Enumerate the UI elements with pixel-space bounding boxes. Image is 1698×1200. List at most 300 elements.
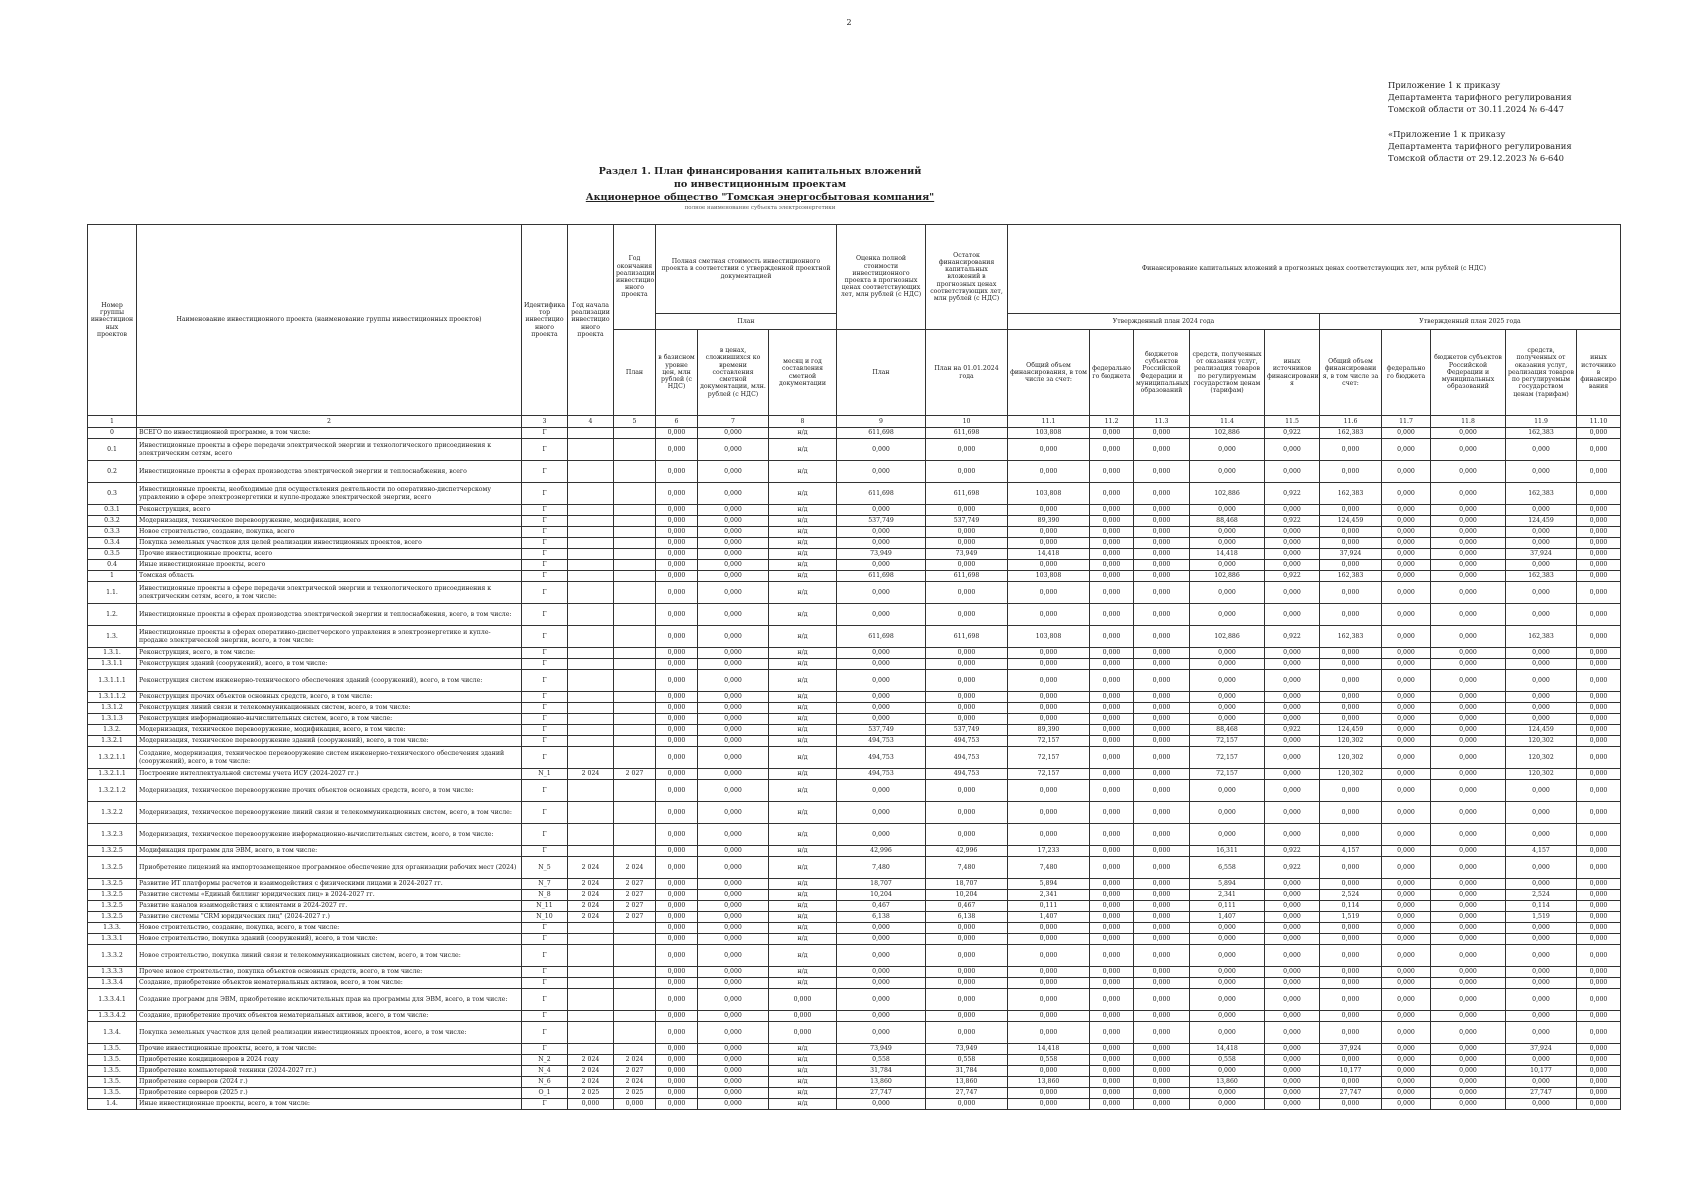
value-cell: н/д (769, 879, 837, 890)
value-cell: 0,000 (1382, 626, 1431, 648)
value-cell: 0,111 (1008, 901, 1090, 912)
value-cell: 0,000 (1431, 1088, 1506, 1099)
value-cell: 0,000 (698, 670, 769, 692)
value-cell: 0,000 (1431, 1044, 1506, 1055)
value-cell: 0,000 (1506, 604, 1577, 626)
value-cell: 0,000 (1577, 659, 1621, 670)
header-plan: План (656, 314, 837, 330)
start-year (568, 483, 614, 505)
value-cell: 0,922 (1265, 857, 1320, 879)
value-cell: 0,000 (1265, 890, 1320, 901)
value-cell: 0,000 (1190, 439, 1265, 461)
value-cell: 0,000 (1431, 1011, 1506, 1022)
value-cell: 0,000 (1090, 538, 1134, 549)
project-name: Прочие инвестиционные проекты, всего, в том числе: (137, 1044, 522, 1055)
value-cell: 0,000 (1320, 703, 1382, 714)
start-year: 2 024 (568, 879, 614, 890)
value-cell: 0,000 (698, 560, 769, 571)
value-cell: 0,000 (1008, 802, 1090, 824)
table-row (88, 505, 1621, 516)
value-cell: 1,407 (1008, 912, 1090, 923)
value-cell: 0,000 (1190, 527, 1265, 538)
value-cell: 0,111 (1190, 901, 1265, 912)
value-cell: 0,000 (1320, 857, 1382, 879)
value-cell: 120,302 (1506, 747, 1577, 769)
value-cell: 0,000 (1506, 538, 1577, 549)
header-col-total: Общий объем финансировани я, в том числе за счет: (1320, 330, 1382, 416)
value-cell: 0,000 (1134, 780, 1190, 802)
value-cell: 0,000 (1008, 692, 1090, 703)
value-cell: 6,138 (837, 912, 926, 923)
value-cell: 0,000 (926, 582, 1008, 604)
table-row (88, 1066, 1621, 1077)
value-cell: 4,157 (1320, 846, 1382, 857)
value-cell: 13,860 (926, 1077, 1008, 1088)
value-cell: 0,000 (1134, 1088, 1190, 1099)
project-name: Покупка земельных участков для целей реализации инвестиционных проектов, всего, в том числе: (137, 1022, 522, 1044)
project-identifier: Г (522, 670, 568, 692)
value-cell: 0,000 (837, 538, 926, 549)
value-cell: 0,000 (1190, 1066, 1265, 1077)
project-name: Развитие системы «Единый биллинг юридических лиц» в 2024-2027 гг. (137, 890, 522, 901)
value-cell: 0,000 (1577, 604, 1621, 626)
value-cell: 0,000 (1577, 923, 1621, 934)
value-cell: 0,000 (1506, 439, 1577, 461)
end-year: 2 024 (614, 1055, 656, 1066)
table-row (88, 780, 1621, 802)
column-number: 4 (568, 416, 614, 428)
row-number: 0.1 (88, 439, 137, 461)
value-cell: 0,000 (926, 989, 1008, 1011)
value-cell: 0,000 (1577, 549, 1621, 560)
value-cell: 0,000 (1577, 538, 1621, 549)
value-cell: 0,000 (1431, 428, 1506, 439)
value-cell: 0,000 (1265, 648, 1320, 659)
value-cell: 0,000 (1382, 527, 1431, 538)
value-cell: 0,000 (1382, 604, 1431, 626)
end-year (614, 439, 656, 461)
value-cell: 0,000 (1134, 879, 1190, 890)
project-identifier: Г (522, 604, 568, 626)
value-cell: н/д (769, 934, 837, 945)
value-cell: 0,000 (1431, 802, 1506, 824)
value-cell: 0,000 (1090, 604, 1134, 626)
value-cell: 0,000 (656, 857, 698, 879)
value-cell: 0,000 (1320, 1099, 1382, 1110)
value-cell: 0,000 (656, 934, 698, 945)
value-cell: 0,000 (1431, 901, 1506, 912)
value-cell: 0,000 (656, 802, 698, 824)
value-cell: 0,000 (1320, 527, 1382, 538)
header-approved-2025: Утвержденный план 2025 года (1320, 314, 1621, 330)
value-cell: 0,000 (1090, 582, 1134, 604)
value-cell: н/д (769, 846, 837, 857)
value-cell: 1,519 (1506, 912, 1577, 923)
project-name: Модернизация, техническое перевооружение, модификация, всего (137, 516, 522, 527)
value-cell: 611,698 (926, 428, 1008, 439)
value-cell: 2,341 (1190, 890, 1265, 901)
start-year (568, 934, 614, 945)
value-cell: 0,000 (1577, 1088, 1621, 1099)
value-cell: 0,000 (1320, 648, 1382, 659)
value-cell: 0,000 (1431, 1022, 1506, 1044)
value-cell: 0,000 (1506, 505, 1577, 516)
value-cell: 0,000 (1134, 439, 1190, 461)
table-row (88, 824, 1621, 846)
table-header (88, 225, 1621, 428)
value-cell: 162,383 (1506, 428, 1577, 439)
value-cell: 494,753 (837, 769, 926, 780)
value-cell: 72,157 (1008, 736, 1090, 747)
value-cell: 120,302 (1506, 769, 1577, 780)
value-cell: 0,000 (1431, 989, 1506, 1011)
value-cell: 0,000 (656, 890, 698, 901)
project-identifier: Г (522, 560, 568, 571)
column-number: 11.2 (1090, 416, 1134, 428)
start-year: 0,000 (568, 1099, 614, 1110)
project-name: Приобретение серверов (2024 г.) (137, 1077, 522, 1088)
value-cell: 0,000 (1134, 1011, 1190, 1022)
project-identifier: Г (522, 989, 568, 1011)
value-cell: 0,000 (698, 1011, 769, 1022)
value-cell: 0,000 (1090, 923, 1134, 934)
project-name: Иные инвестиционные проекты, всего, в том числе: (137, 1099, 522, 1110)
column-number: 11.7 (1382, 416, 1431, 428)
value-cell: 0,000 (837, 461, 926, 483)
value-cell: 0,000 (1090, 1055, 1134, 1066)
value-cell: н/д (769, 1055, 837, 1066)
value-cell: 0,000 (1382, 989, 1431, 1011)
value-cell: 0,000 (1190, 780, 1265, 802)
value-cell: 0,000 (926, 527, 1008, 538)
value-cell: 0,000 (1506, 879, 1577, 890)
project-identifier: Г (522, 703, 568, 714)
project-identifier: Г (522, 428, 568, 439)
value-cell: 0,000 (926, 659, 1008, 670)
value-cell: 0,000 (1431, 439, 1506, 461)
value-cell: 0,000 (1134, 626, 1190, 648)
value-cell: 0,000 (1090, 901, 1134, 912)
end-year (614, 483, 656, 505)
row-number: 1.3.2.5 (88, 901, 137, 912)
value-cell: 0,000 (656, 1055, 698, 1066)
value-cell: 0,000 (1506, 703, 1577, 714)
value-cell: 0,000 (1265, 549, 1320, 560)
value-cell: 0,000 (926, 945, 1008, 967)
value-cell: 0,000 (1577, 747, 1621, 769)
value-cell: 0,000 (837, 527, 926, 538)
value-cell: 0,000 (656, 725, 698, 736)
row-number: 1.3.1.1 (88, 659, 137, 670)
value-cell: 0,000 (1506, 824, 1577, 846)
value-cell: 0,000 (1320, 560, 1382, 571)
project-identifier: Г (522, 538, 568, 549)
value-cell: 0,000 (1577, 802, 1621, 824)
project-identifier: O_1 (522, 1088, 568, 1099)
project-identifier: Г (522, 582, 568, 604)
end-year (614, 648, 656, 659)
value-cell: 0,000 (1506, 648, 1577, 659)
project-name: Новое строительство, покупка зданий (сооружений), всего, в том числе: (137, 934, 522, 945)
value-cell: 0,000 (926, 802, 1008, 824)
value-cell: 0,000 (1090, 527, 1134, 538)
value-cell: 0,000 (1265, 604, 1320, 626)
project-name: ВСЕГО по инвестиционной программе, в том числе: (137, 428, 522, 439)
value-cell: 0,000 (1190, 538, 1265, 549)
value-cell: 0,000 (1577, 626, 1621, 648)
value-cell: 0,000 (1431, 890, 1506, 901)
value-cell: 2,524 (1320, 890, 1382, 901)
value-cell: 0,000 (1506, 659, 1577, 670)
value-cell: 0,000 (1190, 923, 1265, 934)
value-cell: 162,383 (1320, 626, 1382, 648)
end-year (614, 538, 656, 549)
value-cell: 0,000 (1265, 967, 1320, 978)
value-cell: 0,000 (656, 923, 698, 934)
start-year (568, 626, 614, 648)
header-remaining: Остаток финансирования капитальных вложений в прогнозных ценах соответствующих лет, млн рублей (с НДС) (926, 225, 1008, 330)
value-cell: 0,000 (1134, 725, 1190, 736)
value-cell: 0,000 (1431, 857, 1506, 879)
value-cell: н/д (769, 857, 837, 879)
value-cell: 0,000 (1265, 461, 1320, 483)
value-cell: н/д (769, 516, 837, 527)
column-number: 11.4 (1190, 416, 1265, 428)
row-number: 1.3.5. (88, 1055, 137, 1066)
value-cell: 0,000 (1577, 1011, 1621, 1022)
value-cell: 0,000 (1577, 824, 1621, 846)
value-cell: 0,000 (698, 659, 769, 670)
row-number: 1.3.4. (88, 1022, 137, 1044)
value-cell: 0,000 (1577, 560, 1621, 571)
value-cell: 0,000 (698, 439, 769, 461)
value-cell: 537,749 (926, 516, 1008, 527)
value-cell: 0,922 (1265, 428, 1320, 439)
project-name: Прочие инвестиционные проекты, всего (137, 549, 522, 560)
value-cell: 18,707 (837, 879, 926, 890)
start-year (568, 967, 614, 978)
value-cell: 0,000 (1008, 461, 1090, 483)
value-cell: 0,000 (1382, 538, 1431, 549)
value-cell: 37,924 (1320, 549, 1382, 560)
value-cell: 0,000 (1431, 670, 1506, 692)
value-cell: 31,784 (926, 1066, 1008, 1077)
value-cell: 0,000 (837, 1099, 926, 1110)
document-title-block (540, 165, 980, 212)
end-year (614, 780, 656, 802)
end-year (614, 736, 656, 747)
value-cell: 0,000 (926, 692, 1008, 703)
value-cell: 0,000 (1382, 945, 1431, 967)
value-cell: 0,000 (1090, 736, 1134, 747)
value-cell: 0,000 (656, 582, 698, 604)
value-cell: 0,000 (1008, 703, 1090, 714)
value-cell: 0,000 (1382, 846, 1431, 857)
table-row (88, 857, 1621, 879)
column-number: 11.5 (1265, 416, 1320, 428)
start-year: 2 024 (568, 857, 614, 879)
start-year (568, 428, 614, 439)
value-cell: 0,467 (926, 901, 1008, 912)
value-cell: 0,000 (1134, 692, 1190, 703)
value-cell: 0,000 (1431, 1066, 1506, 1077)
value-cell: 0,000 (698, 769, 769, 780)
start-year (568, 824, 614, 846)
value-cell: н/д (769, 890, 837, 901)
value-cell: 0,000 (656, 846, 698, 857)
value-cell: н/д (769, 1077, 837, 1088)
project-name: Инвестиционные проекты в сфере передачи электрической энергии и технологического присоединения к электрическим сетям, всего (137, 439, 522, 461)
project-identifier: Г (522, 967, 568, 978)
project-identifier: Г (522, 714, 568, 725)
value-cell: 72,157 (1190, 769, 1265, 780)
value-cell: 0,000 (1134, 461, 1190, 483)
start-year (568, 549, 614, 560)
value-cell: 102,886 (1190, 626, 1265, 648)
value-cell: 0,000 (1090, 571, 1134, 582)
value-cell: 0,000 (698, 714, 769, 725)
value-cell: н/д (769, 692, 837, 703)
project-identifier: Г (522, 516, 568, 527)
value-cell: 0,000 (837, 505, 926, 516)
end-year (614, 626, 656, 648)
value-cell: 102,886 (1190, 571, 1265, 582)
end-year: 2 027 (614, 1066, 656, 1077)
value-cell: 0,000 (1008, 439, 1090, 461)
project-identifier: Г (522, 549, 568, 560)
value-cell: 0,000 (1320, 714, 1382, 725)
value-cell: 120,302 (1320, 736, 1382, 747)
value-cell: 0,000 (1134, 549, 1190, 560)
value-cell: 0,000 (1265, 934, 1320, 945)
start-year (568, 571, 614, 582)
value-cell: 0,000 (656, 1022, 698, 1044)
end-year (614, 989, 656, 1011)
value-cell: 0,000 (1008, 780, 1090, 802)
value-cell: 0,000 (656, 604, 698, 626)
value-cell: 0,000 (1265, 923, 1320, 934)
value-cell: 0,000 (1265, 1077, 1320, 1088)
value-cell: 0,000 (698, 1044, 769, 1055)
value-cell: 37,924 (1506, 549, 1577, 560)
value-cell: 0,000 (1320, 604, 1382, 626)
value-cell: 0,000 (1382, 912, 1431, 923)
value-cell: н/д (769, 945, 837, 967)
value-cell: 0,000 (1382, 428, 1431, 439)
value-cell: н/д (769, 582, 837, 604)
header-approved-2024: Утвержденный план 2024 года (1008, 314, 1320, 330)
project-name: Реконструкция зданий (сооружений), всего, в том числе: (137, 659, 522, 670)
project-identifier: N_5 (522, 857, 568, 879)
value-cell: 0,000 (1265, 1088, 1320, 1099)
value-cell: 494,753 (926, 747, 1008, 769)
value-cell: 0,000 (1382, 978, 1431, 989)
start-year (568, 527, 614, 538)
header-col-total: Общий объем финансирования, в том числе за счет: (1008, 330, 1090, 416)
value-cell: 0,000 (1382, 967, 1431, 978)
value-cell: 0,000 (1190, 670, 1265, 692)
row-number: 1.3.5. (88, 1077, 137, 1088)
value-cell: 0,000 (1506, 989, 1577, 1011)
start-year (568, 582, 614, 604)
project-identifier: Г (522, 802, 568, 824)
value-cell: 0,000 (656, 824, 698, 846)
value-cell: 0,000 (1134, 648, 1190, 659)
value-cell: 0,000 (1577, 703, 1621, 714)
column-number: 11.1 (1008, 416, 1090, 428)
value-cell: 0,000 (1008, 670, 1090, 692)
value-cell: 103,808 (1008, 428, 1090, 439)
table-row (88, 989, 1621, 1011)
column-number: 11.8 (1431, 416, 1506, 428)
value-cell: 0,000 (1090, 1011, 1134, 1022)
project-identifier: Г (522, 1099, 568, 1110)
value-cell: 0,000 (1577, 945, 1621, 967)
value-cell: 0,000 (1382, 802, 1431, 824)
start-year (568, 802, 614, 824)
value-cell: 10,204 (837, 890, 926, 901)
value-cell: н/д (769, 483, 837, 505)
table-row (88, 1011, 1621, 1022)
value-cell: 0,000 (926, 1011, 1008, 1022)
value-cell: 120,302 (1506, 736, 1577, 747)
value-cell: 0,000 (837, 978, 926, 989)
value-cell: 0,000 (1577, 725, 1621, 736)
value-cell: 0,000 (926, 505, 1008, 516)
value-cell: 42,996 (837, 846, 926, 857)
header-col-tariff: средств, полученных от оказания услуг, реализация товаров по регулируемым государством ценам (тарифам) (1190, 330, 1265, 416)
value-cell: н/д (769, 439, 837, 461)
value-cell: 0,000 (698, 945, 769, 967)
value-cell: 0,000 (837, 560, 926, 571)
value-cell: 0,000 (1265, 1011, 1320, 1022)
value-cell: 0,000 (1577, 912, 1621, 923)
end-year (614, 560, 656, 571)
value-cell: 0,000 (1577, 989, 1621, 1011)
value-cell: 0,000 (656, 505, 698, 516)
start-year (568, 659, 614, 670)
value-cell: 0,000 (1134, 1066, 1190, 1077)
value-cell: 0,000 (1190, 560, 1265, 571)
value-cell: 0,000 (1382, 582, 1431, 604)
value-cell: 0,000 (1382, 747, 1431, 769)
value-cell: 0,000 (1090, 934, 1134, 945)
value-cell: 0,000 (1090, 648, 1134, 659)
header-col-federal: федерально го бюджета (1382, 330, 1431, 416)
value-cell: 0,000 (656, 1066, 698, 1077)
value-cell: 0,000 (1265, 1066, 1320, 1077)
appendix-line: Приложение 1 к приказу (1388, 80, 1501, 90)
value-cell: 0,000 (698, 1066, 769, 1077)
start-year: 2 024 (568, 1077, 614, 1088)
value-cell: 0,000 (1090, 626, 1134, 648)
value-cell: 0,000 (656, 978, 698, 989)
value-cell: 72,157 (1008, 769, 1090, 780)
project-name: Модернизация, техническое перевооружение зданий (сооружений), всего, в том числе: (137, 736, 522, 747)
value-cell: 37,924 (1320, 1044, 1382, 1055)
value-cell: 0,000 (1431, 1055, 1506, 1066)
value-cell: 27,747 (1320, 1088, 1382, 1099)
end-year (614, 428, 656, 439)
value-cell: 0,000 (1090, 439, 1134, 461)
value-cell: 0,000 (1506, 714, 1577, 725)
table-row (88, 1077, 1621, 1088)
value-cell: 0,000 (837, 934, 926, 945)
value-cell: 0,000 (656, 703, 698, 714)
value-cell: 0,000 (837, 670, 926, 692)
value-cell: 0,000 (1008, 648, 1090, 659)
value-cell: 73,949 (837, 549, 926, 560)
